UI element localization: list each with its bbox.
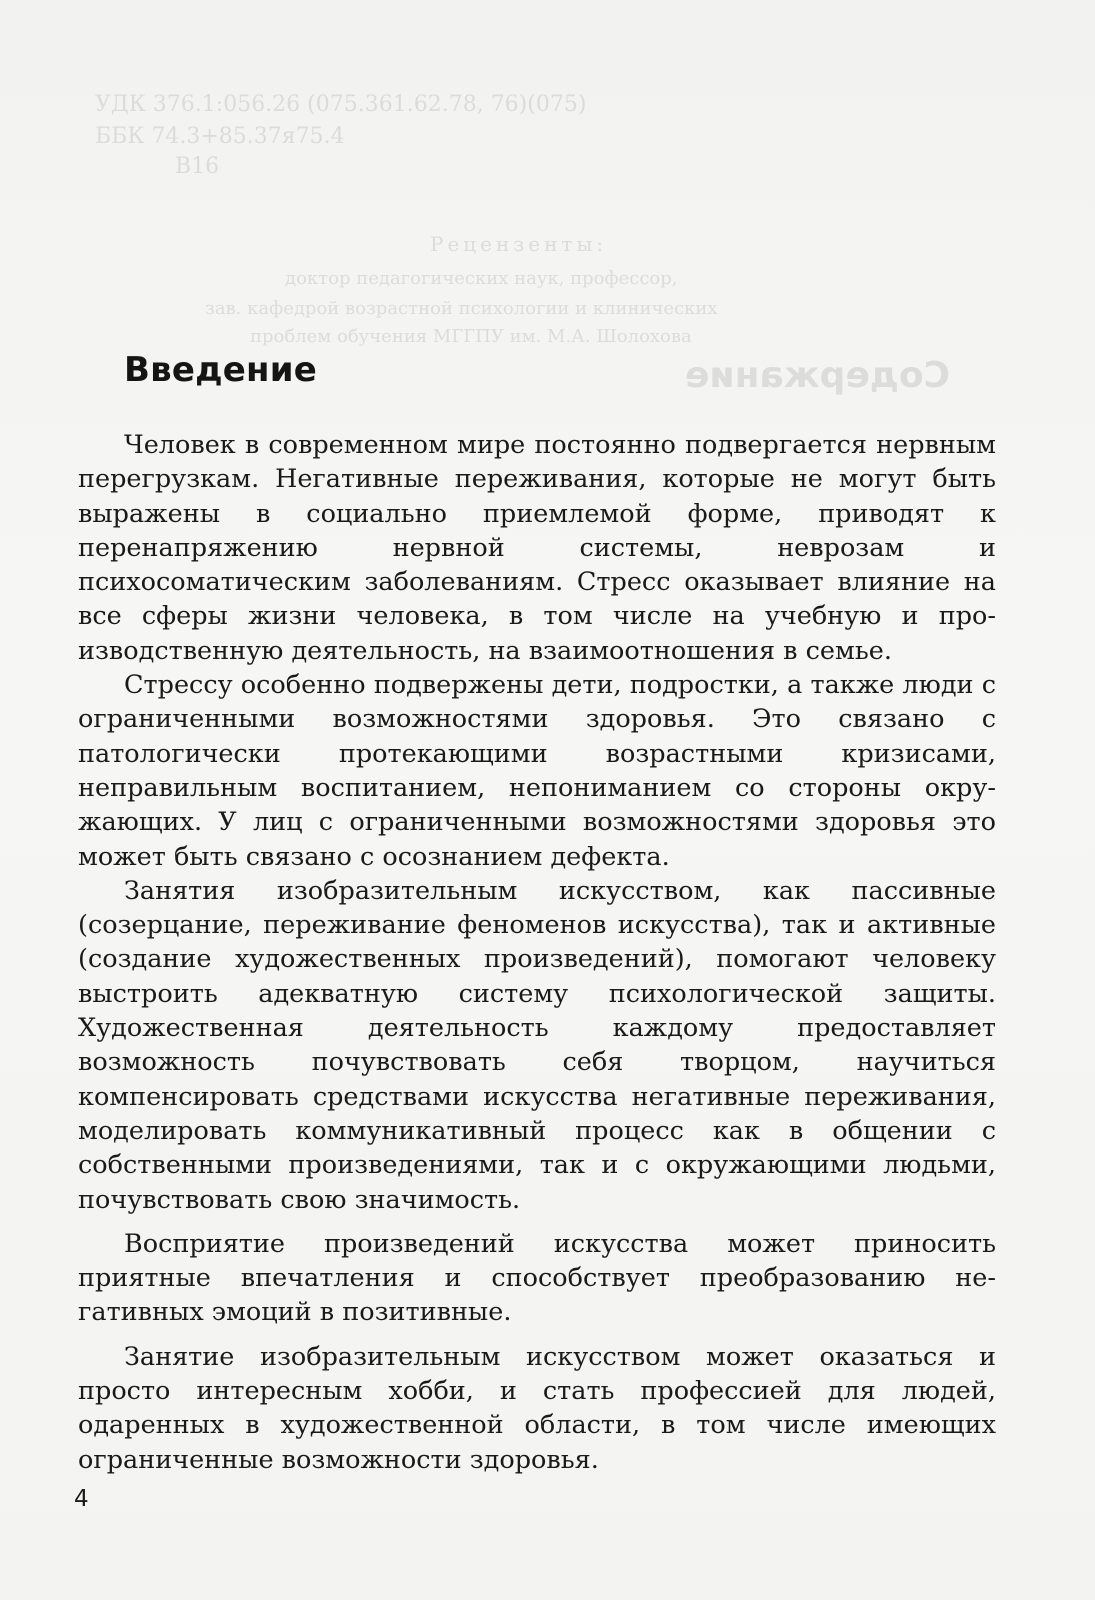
paragraph: Стрессу особенно подвержены дети, подростки, а также люди с ограниченными возможностями здоровья. Это связано с патологически протекающими возрастными кризисами, неправильным воспитанием, непониманием со стороны окружающих. У лиц с ограниченными возможностями здоровья это может быть связано с осознанием дефекта.: [78, 670, 996, 872]
paragraph: Занятие изобразительным искусством может оказаться и просто интересным хобби, и стать профессией для людей, одаренных в художественной области, в том числе имеющих ограниченные возможности здоровья.: [78, 1341, 996, 1475]
paragraph: Восприятие произведений искусства может приносить приятные впечатления и способствует преобразованию негативных эмоций в позитивные.: [78, 1228, 996, 1328]
paragraph: Занятия изобразительным искусством, как пассивные (созерцание, переживание феноменов искусства), так и активные (создание художественных произведений), помогают человеку выстроить адекватную систему психологической защиты. Художественная деятельность каждому предоставляет возможность почувствовать себя творцом, научиться компенсировать средствами искусства негативные переживания, моделировать коммуникативный процесс как в общении с собственными произведениями, так и с окружающими людьми, почувствовать свою значимость.: [78, 875, 996, 1215]
chapter-body: [78, 428, 996, 1477]
paragraph: Человек в современном мире постоянно подвергается нервным перегрузкам. Негативные переживания, которые не могут быть выражены в социально приемлемой форме, приводят к перенапряжению нервной системы, неврозам и психосоматическим заболеваниям. Стресс оказывает влияние на все сферы жизни человека, в том числе на учебную и производственную деятельность, на взаимоотношения в семье.: [78, 430, 996, 666]
bleed-through-line: В16: [175, 154, 220, 179]
bleed-through-line: ББК 74.3+85.37я75.4: [95, 124, 345, 149]
bleed-through-line: доктор педагогических наук, профессор,: [285, 268, 678, 289]
chapter-heading: Введение: [124, 350, 317, 390]
page-number: 4: [74, 1486, 89, 1512]
bleed-through-line: УДК 376.1:056.26 (075.361.62.78, 76)(075): [95, 92, 587, 117]
bleed-through-heading: Содержание: [685, 355, 951, 396]
bleed-through-line: проблем обучения МГГПУ им. М.А. Шолохова: [250, 326, 692, 347]
bleed-through-line: зав. кафедрой возрастной психологии и клинических: [205, 298, 718, 319]
bleed-through-line: Рецензенты:: [430, 232, 608, 256]
